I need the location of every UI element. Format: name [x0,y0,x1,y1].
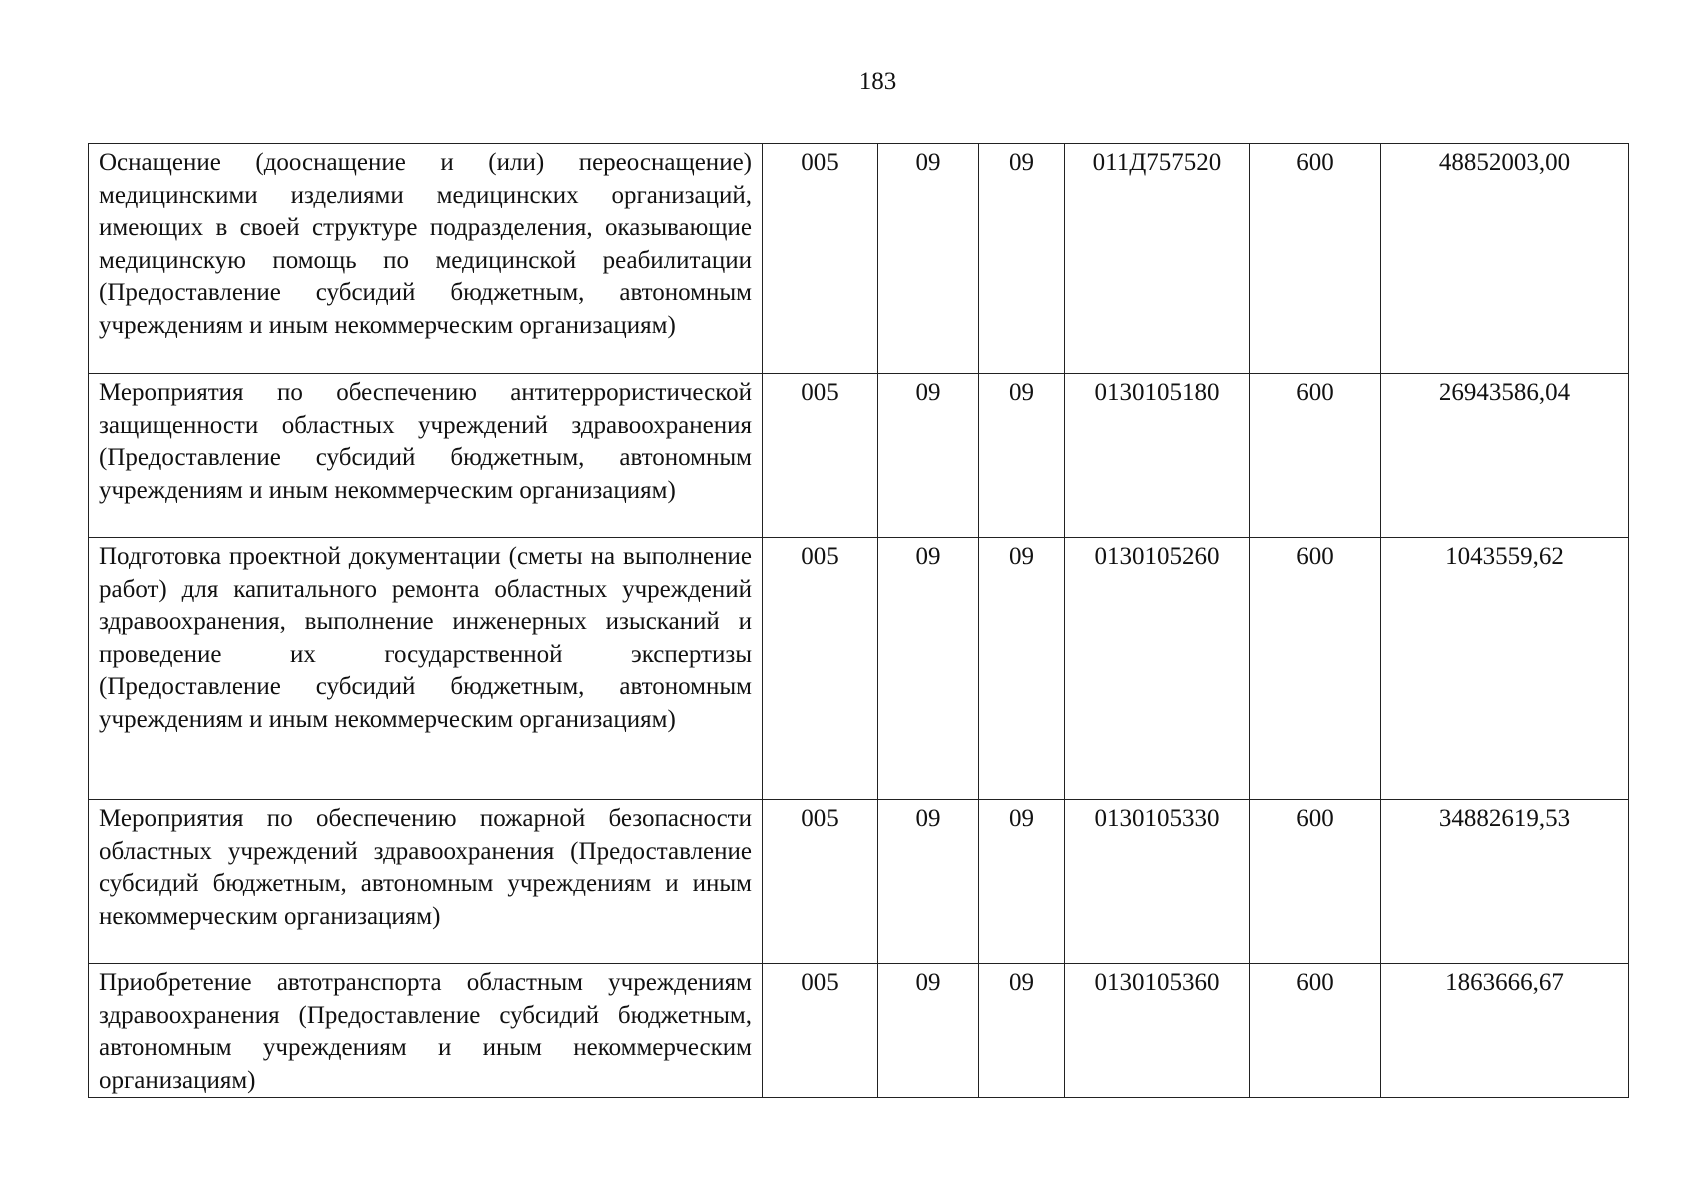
row-ministry-code: 005 [763,964,878,1098]
row-ministry-code: 005 [763,538,878,800]
row-target-article: 0130105180 [1065,374,1250,538]
row-ministry-code: 005 [763,800,878,964]
row-expense-type: 600 [1250,144,1381,374]
row-amount: 34882619,53 [1381,800,1629,964]
row-subsection-code: 09 [979,538,1065,800]
row-amount: 1863666,67 [1381,964,1629,1098]
row-target-article: 0130105360 [1065,964,1250,1098]
row-subsection-code: 09 [979,964,1065,1098]
row-description: Мероприятия по обеспечению антитеррористической защищенности областных учреждений здравоохранения (Предоставление субсидий бюджетным, автономным учреждениям и иным некоммерческим организациям) [89,374,763,538]
row-amount: 1043559,62 [1381,538,1629,800]
row-section-code: 09 [878,538,979,800]
row-description: Оснащение (дооснащение и (или) переоснащение) медицинскими изделиями медицинских организаций, имеющих в своей структуре подразделения, оказывающие медицинскую помощь по медицинской реабилитации (Предоставление субсидий бюджетным, автономным учреждениям и иным некоммерческим организациям) [89,144,763,374]
row-subsection-code: 09 [979,144,1065,374]
row-description: Мероприятия по обеспечению пожарной безопасности областных учреждений здравоохранения (Предоставление субсидий бюджетным, автономным учреждениям и иным некоммерческим организациям) [89,800,763,964]
row-expense-type: 600 [1250,538,1381,800]
row-subsection-code: 09 [979,800,1065,964]
row-section-code: 09 [878,374,979,538]
table-row [89,964,1629,1098]
row-section-code: 09 [878,144,979,374]
row-section-code: 09 [878,964,979,1098]
row-expense-type: 600 [1250,800,1381,964]
table-row [89,374,1629,538]
row-expense-type: 600 [1250,964,1381,1098]
row-target-article: 011Д757520 [1065,144,1250,374]
page-number: 183 [858,68,897,95]
table-row [89,538,1629,800]
row-amount: 26943586,04 [1381,374,1629,538]
row-amount: 48852003,00 [1381,144,1629,374]
table-row [89,144,1629,374]
table-row [89,800,1629,964]
row-description: Подготовка проектной документации (сметы на выполнение работ) для капитального ремонта областных учреждений здравоохранения, выполнение инженерных изысканий и проведение их государственной экспертизы (Предоставление субсидий бюджетным, автономным учреждениям и иным некоммерческим организациям) [89,538,763,800]
row-subsection-code: 09 [979,374,1065,538]
row-ministry-code: 005 [763,144,878,374]
row-section-code: 09 [878,800,979,964]
row-ministry-code: 005 [763,374,878,538]
row-description: Приобретение автотранспорта областным учреждениям здравоохранения (Предоставление субсидий бюджетным, автономным учреждениям и иным некоммерческим организациям) [89,964,763,1098]
row-target-article: 0130105330 [1065,800,1250,964]
budget-table [88,143,1629,1098]
row-expense-type: 600 [1250,374,1381,538]
row-target-article: 0130105260 [1065,538,1250,800]
